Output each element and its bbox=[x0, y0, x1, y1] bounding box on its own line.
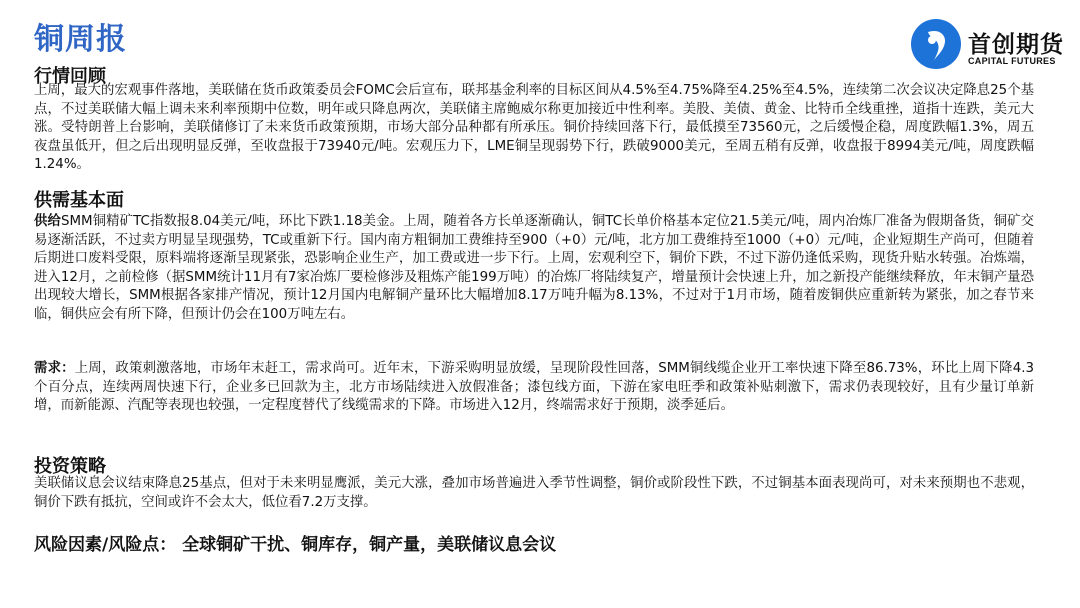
supply-paragraph bbox=[34, 213, 1034, 325]
supply-text: SMM铜精矿TC指数报8.04美元/吨，环比下跌1.18美金。上周，随着各方长单逐渐确认，铜TC长单价格基本定位21.5美元/吨，周内冶炼厂准备为假期备货，铜矿交易逐渐活跃，不过卖方明显呈现强势，TC或重新下行。国内南方粗铜加工费维持至900（+0）元/吨，北方加工费维持至1000（+0）元/吨，企业短期生产尚可，但随着后期进口废料受限，原料端将逐渐呈现紧张，恐影响企业生产，加工费或进一步下行。上周，宏观利空下，铜价下跌，不过下游仍逢低采购，现货升贴水转强。冶炼端，进入12月，之前检修（据SMM统计11月有7家冶炼厂要检修涉及粗炼产能199万吨）的冶炼厂将陆续复产，增量预计会快速上升，加之新投产能继续释放，年末铜产量恐出现较大增长，SMM根据各家排产情况，预计12月国内电解铜产量环比大幅增加8.17万吨升幅为8.13%，不过对于1月市场，随着废铜供应重新转为紧张，加之春节来临，铜供应会有所下降，但预计仍会在100万吨左右。 bbox=[34, 214, 1035, 322]
risk-factors: 风险因素/风险点： 全球铜矿干扰、铜库存，铜产量，美联储议息会议 bbox=[34, 535, 557, 555]
section-heading-strategy: 投资策略 bbox=[34, 456, 106, 477]
supply-label: 供给 bbox=[34, 214, 61, 229]
capital-futures-logo-icon bbox=[910, 18, 962, 70]
section-heading-fundamentals: 供需基本面 bbox=[34, 190, 124, 211]
market-review-text: 上周，最大的宏观事件落地，美联储在货币政策委员会FOMC会后宣布，联邦基金利率的目标区间从4.5%至4.75%降至4.25%至4.5%，连续第二次会议决定降息25个基点，不过美联储大幅上调未来利率预期中位数，明年或只降息两次，美联储主席鲍威尔称更加接近中性利率。美股、美债、黄金、比特币全线重挫，道指十连跌，美元大涨。受特朗普上台影响，美联储修订了未来货币政策预期，市场大部分品种都有所承压。铜价持续回落下行，最低摸至73560元，之后缓慢企稳，周度跌幅1.3%，周五夜盘虽低开，但之后出现明显反弹，至收盘报于73940元/吨。宏观压力下，LME铜呈现弱势下行，跌破9000美元，至周五稍有反弹，收盘报于8994美元/吨，周度跌幅1.24%。 bbox=[34, 83, 1034, 173]
demand-text: 上周，政策刺激落地，市场年末赶工，需求尚可。近年末，下游采购明显放缓，呈现阶段性回落，SMM铜线缆企业开工率快速下降至86.73%，环比上周下降4.3个百分点，连续两周快速下行，企业多已回款为主，北方市场陆续进入放假准备；漆包线方面，下游在家电旺季和政策补贴刺激下，需求仍表现较好，且有少量订单新增，而新能源、汽配等表现也较强，一定程度替代了线缆需求的下降。市场进入12月，终端需求好于预期，淡季延后。 bbox=[34, 361, 1034, 414]
section-heading-market-review: 行情回顾 bbox=[34, 66, 106, 87]
logo-chinese-name: 首创期货 bbox=[968, 32, 1064, 58]
page-title: 铜周报 bbox=[34, 22, 127, 57]
logo-english-name: CAPITAL FUTURES bbox=[968, 56, 1056, 66]
demand-label: 需求： bbox=[34, 361, 75, 376]
strategy-text: 美联储议息会议结束降息25基点，但对于未来明显鹰派，美元大涨，叠加市场普遍进入季节性调整，铜价或阶段性下跌，不过铜基本面表现尚可，对未来预期也不悲观，铜价下跌有抵抗，空间或许不会太大，低位看7.2万支撑。 bbox=[34, 476, 1034, 510]
demand-paragraph bbox=[34, 360, 1034, 416]
company-logo bbox=[910, 18, 1070, 70]
